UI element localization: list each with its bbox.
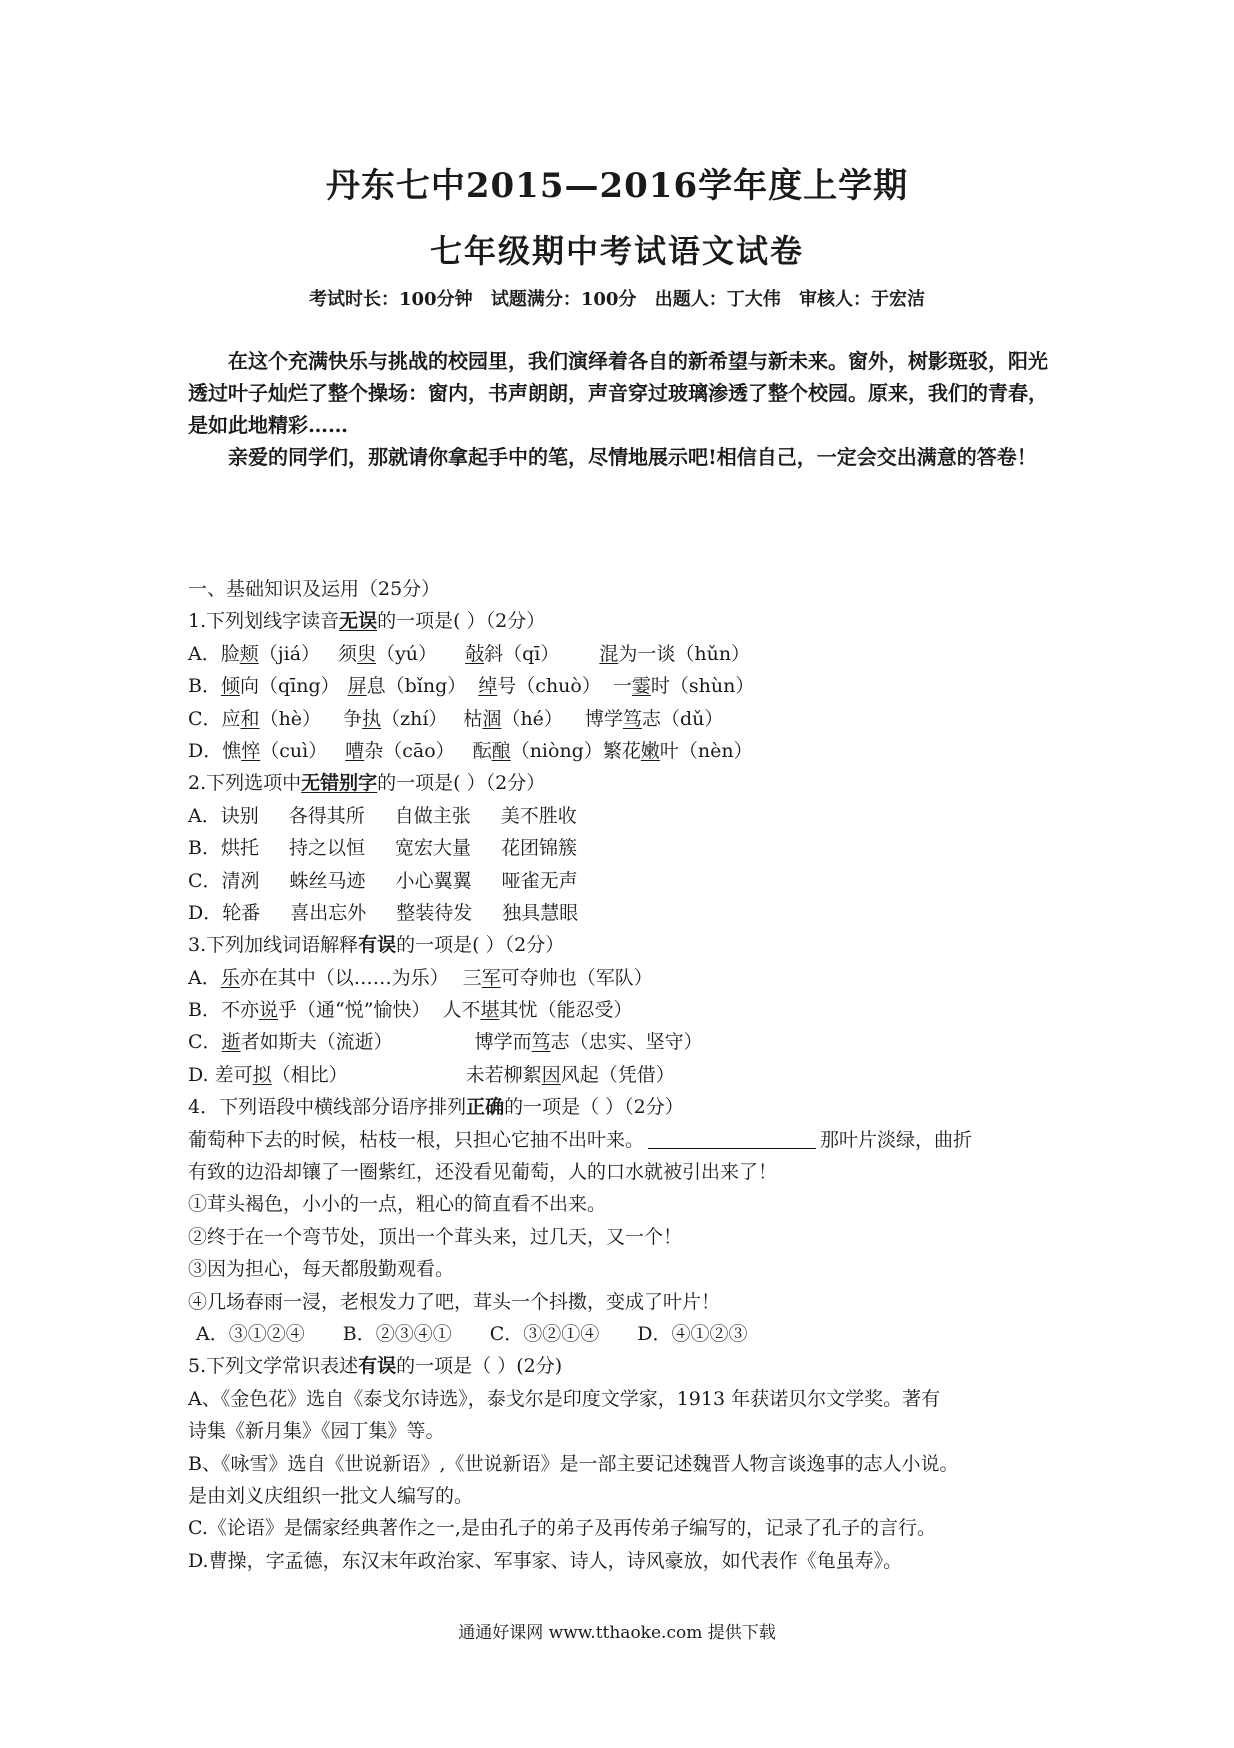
option-c: C.《论语》是儒家经典著作之一,是由孔子的弟子及再传弟子编写的，记录了孔子的言行。 (188, 1517, 936, 1540)
option-d: D. 差可拟（相比） 未若柳絮因风起（凭借） (188, 1063, 675, 1086)
exam-reviewer: 审核人：于宏洁 (799, 289, 925, 310)
questions (188, 573, 1060, 1577)
exam-title-school: 丹东七中2015—2016学年度上学期 (325, 166, 909, 206)
sentence-item: ②终于在一个弯节处，顶出一个茸头来，过几天，又一个！ (188, 1225, 683, 1248)
exam-title-subject: 七年级期中考试语文试卷 (429, 232, 804, 270)
option-b: B．不亦说乎（通“悦”愉快） 人不堪其忧（能忍受） (188, 999, 633, 1022)
exam-meta (0, 285, 1234, 311)
option-c: C．逝者如斯夫（流逝） 博学而笃志（忠实、坚守） (188, 1031, 703, 1054)
section-heading: 一、基础知识及运用（25分） (188, 578, 441, 600)
option-d: D.曹操，字孟德，东汉末年政治家、军事家、诗人，诗风豪放，如代表作《龟虽寿》。 (188, 1549, 903, 1572)
question-1: 1.下列划线字读音无误的一项是( ）（2分） (188, 610, 546, 633)
intro-paragraph: 在这个充满快乐与挑战的校园里，我们演绎着各自的新希望与新未来。窗外，树影斑驳，阳光透过叶子灿烂了整个操场：窗内，书声朗朗，声音穿过玻璃渗透了整个校园。原来，我们的青春，是如此地精彩…… (188, 349, 1048, 437)
sentence-item: ③因为担心，每天都殷勤观看。 (188, 1258, 455, 1281)
passage-line: 有致的边沿却镶了一圈紫红，还没看见葡萄，人的口水就被引出来了！ (188, 1161, 778, 1184)
option-a: A．乐亦在其中（以……为乐） 三军可夺帅也（军队） (188, 966, 653, 989)
passage-line: 葡萄种下去的时候，枯枝一根，只担心它抽不出叶来。 那叶片淡绿，曲折 (188, 1128, 973, 1151)
option-b: B．烘托 持之以恒 宽宏大量 花团锦簇 (188, 837, 578, 860)
option-d: D．轮番 喜出忘外 整装待发 独具慧眼 (188, 901, 579, 924)
question-4: 4．下列语段中横线部分语序排列正确的一项是（ ）（2分） (188, 1096, 684, 1119)
option-a-cont: 诗集《新月集》《园丁集》等。 (188, 1420, 445, 1443)
option-d: D．憔悴（cuì） 嘈杂（cāo） 酝酿（niòng）繁花嫩叶（nèn） (188, 739, 753, 762)
exam-full-score: 试题满分：100分 (490, 289, 637, 310)
option-c: C．应和（hè） 争执（zhí） 枯涸（hé） 博学笃志（dǔ） (188, 707, 724, 730)
answer-blank[interactable] (648, 1128, 816, 1149)
exam-duration: 考试时长：100分钟 (309, 289, 473, 310)
option-c: C．清冽 蛛丝马迹 小心翼翼 哑雀无声 (188, 869, 578, 892)
option-a: A．脸颊（jiá） 须臾（yú） 敧斜（qī） 混为一谈（hǔn） (188, 642, 751, 665)
question-5: 5.下列文学常识表述有误的一项是（ ）(2分) (188, 1355, 563, 1378)
intro-paragraph: 亲爱的同学们，那就请你拿起手中的笔，尽情地展示吧!相信自己，一定会交出满意的答卷！ (228, 445, 1037, 469)
option-a: A．诀别 各得其所 自做主张 美不胜收 (188, 804, 577, 827)
question-2: 2.下列选项中无错别字的一项是( ）（2分） (188, 772, 546, 795)
sentence-item: ①茸头褐色，小小的一点，粗心的简直看不出来。 (188, 1193, 607, 1216)
question-3: 3.下列加线词语解释有误的一项是( ）（2分） (188, 934, 565, 957)
exam-author: 出题人：丁大伟 (654, 289, 781, 310)
sentence-item: ④几场春雨一浸，老根发力了吧，茸头一个抖擞，变成了叶片！ (188, 1290, 721, 1313)
answer-options: A．③①②④ B．②③④① C．③②①④ D．④①②③ (196, 1322, 748, 1345)
option-b: B、《咏雪》选自《世说新语》,《世说新语》是一部主要记述魏晋人物言谈逸事的志人小说。 (188, 1452, 959, 1475)
option-b-cont: 是由刘义庆组织一批文人编写的。 (188, 1484, 474, 1507)
option-a: A、《金色花》选自《泰戈尔诗选》，泰戈尔是印度文学家，1913 年获诺贝尔文学奖。著有 (188, 1387, 941, 1410)
option-b: B．倾向（qīng） 屏息（bǐng） 绰号（chuò） 一霎时（shùn） (188, 675, 755, 698)
intro-text (188, 345, 1058, 473)
page-footer: 通通好课网 www.tthaoke.com 提供下载 (458, 1623, 776, 1643)
